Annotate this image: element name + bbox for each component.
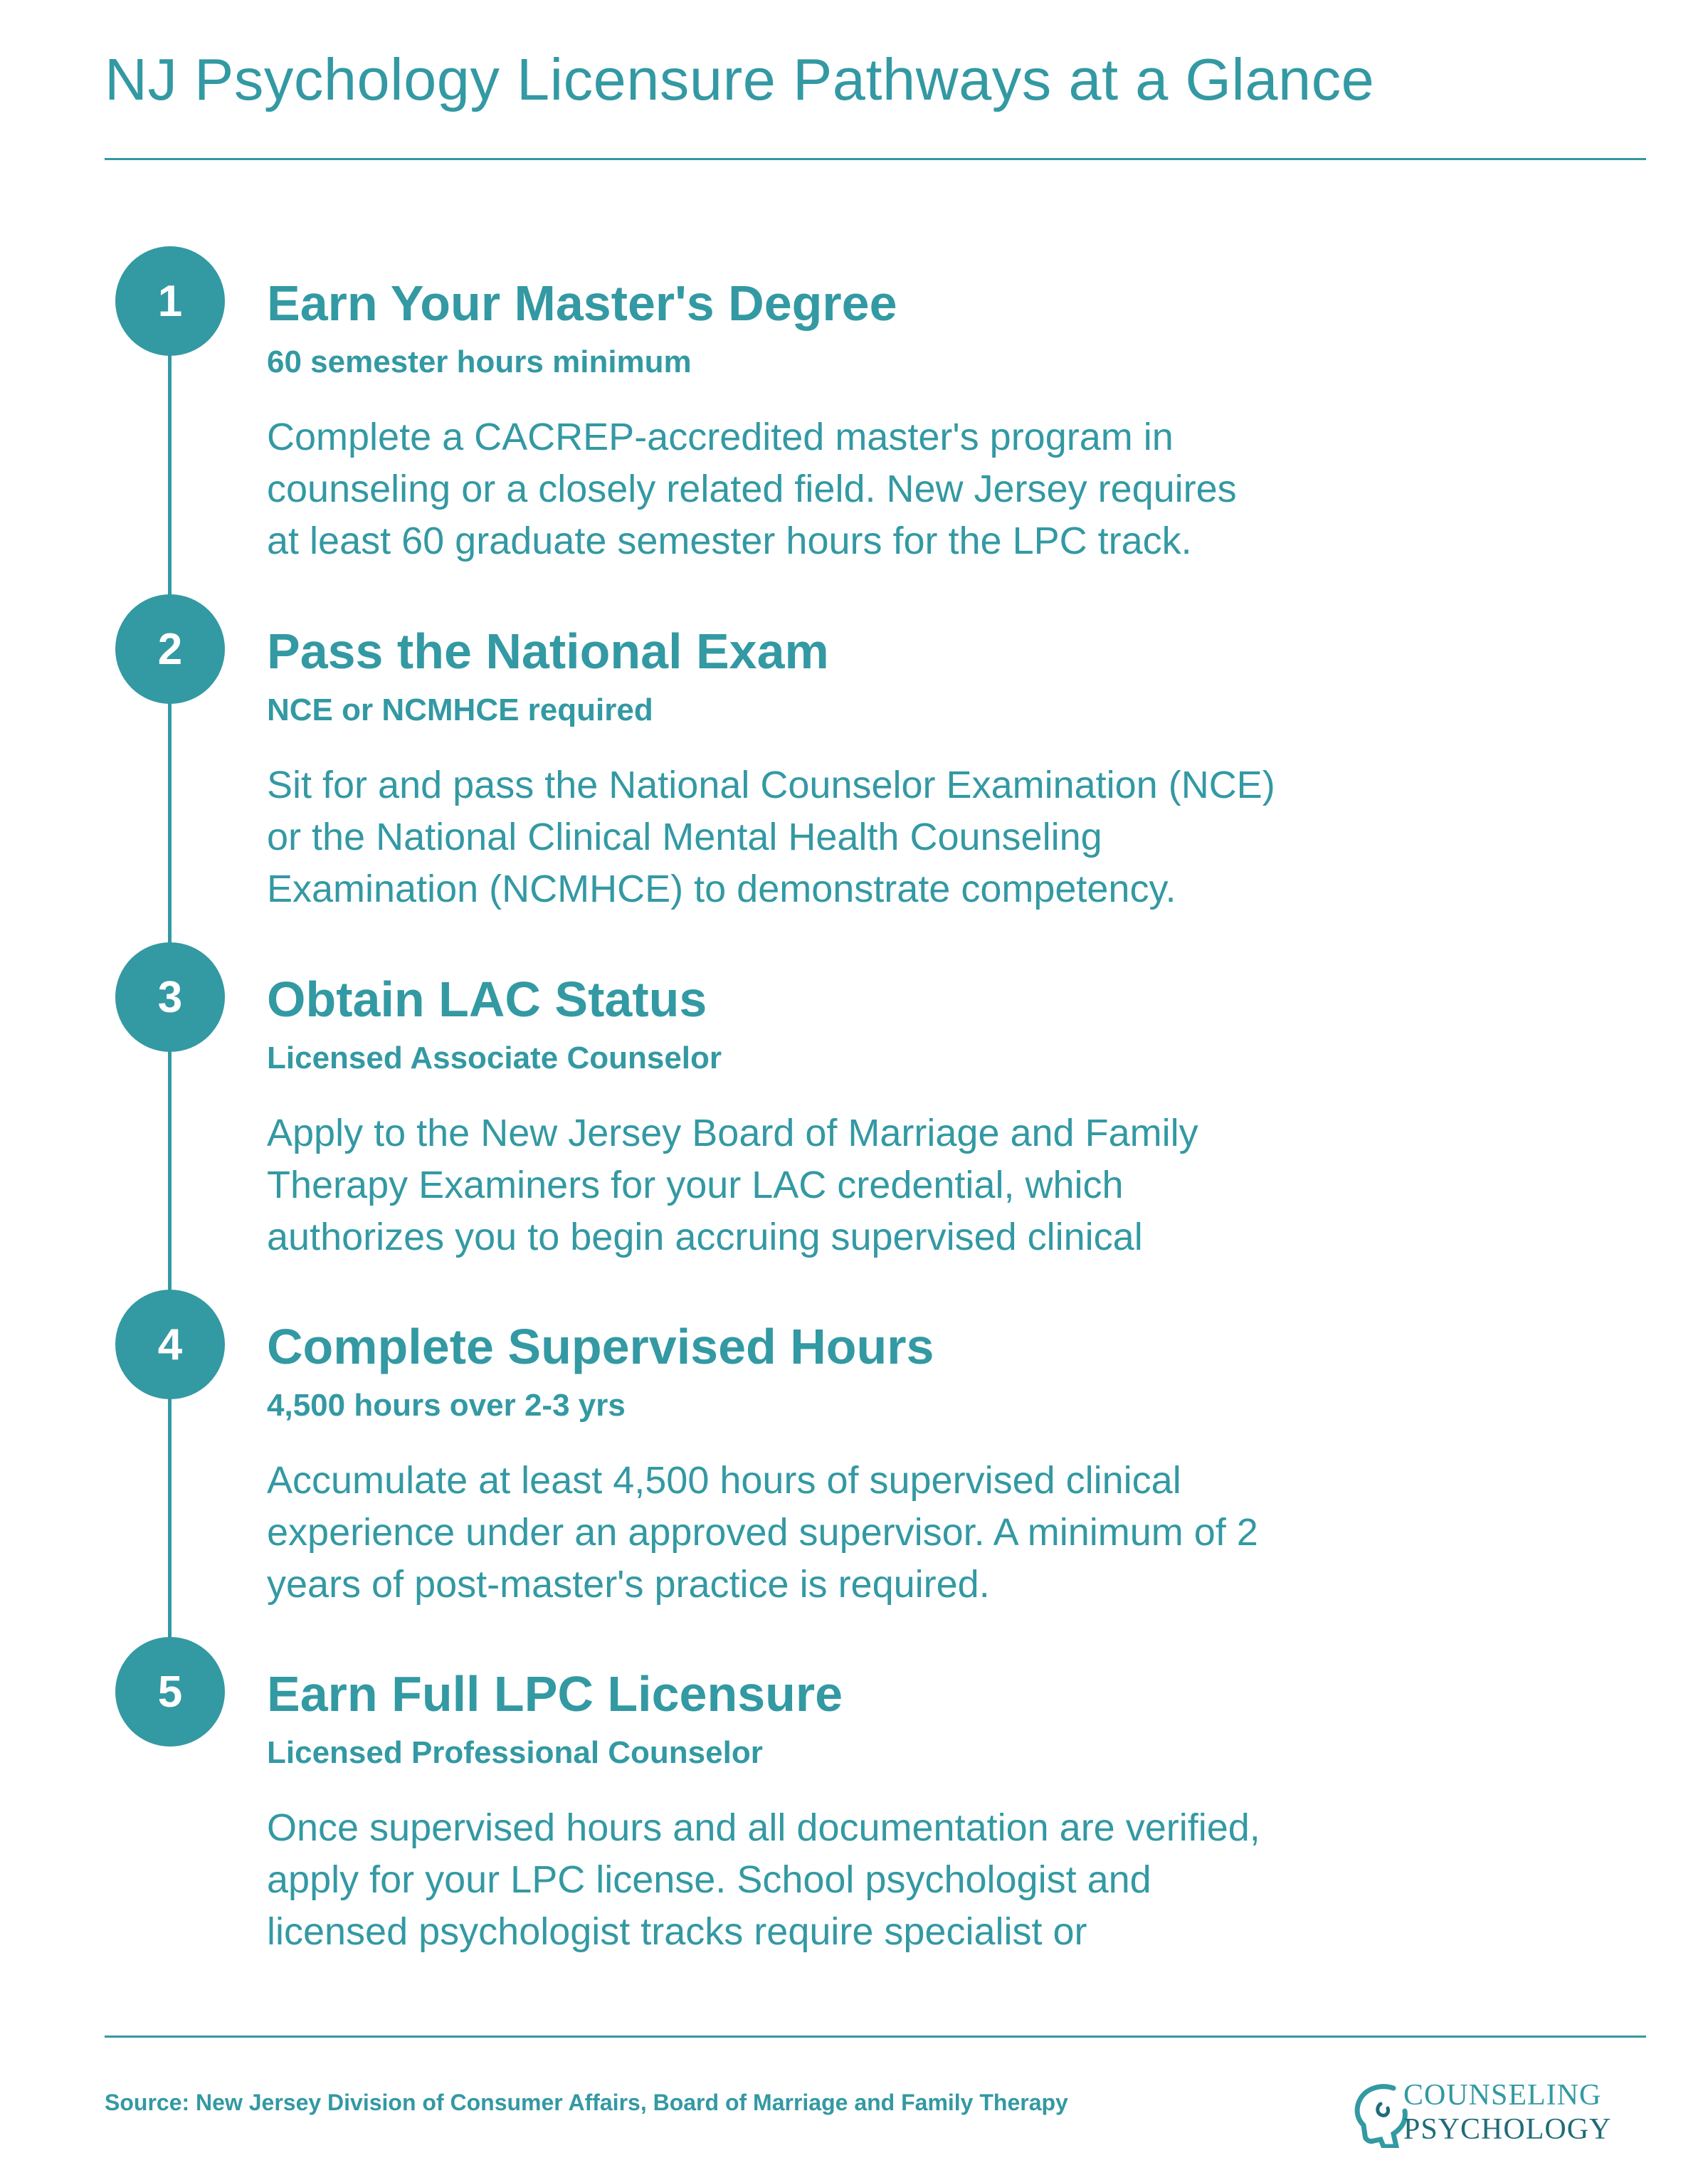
step-subtitle: Licensed Associate Counselor — [267, 1041, 722, 1075]
header-divider — [105, 158, 1646, 160]
counseling-psychology-logo — [1352, 2077, 1651, 2155]
logo-text-top: COUNSELING — [1403, 2079, 1602, 2112]
step-description — [267, 1802, 1377, 1958]
step-description-line: Sit for and pass the National Counselor Examination (NCE) — [267, 764, 1275, 806]
step-description-line: Once supervised hours and all documentation are verified, — [267, 1806, 1260, 1849]
step-description — [267, 1107, 1377, 1263]
footer-divider — [105, 2036, 1646, 2038]
step-number-badge: 3 — [115, 942, 225, 1052]
step-description-line: experience under an approved supervisor. A minimum of 2 — [267, 1511, 1258, 1554]
step-title: Earn Your Master's Degree — [267, 275, 897, 331]
step-description — [267, 411, 1377, 567]
step-subtitle: NCE or NCMHCE required — [267, 693, 653, 727]
step-title: Obtain LAC Status — [267, 971, 707, 1027]
step-number-badge: 2 — [115, 594, 225, 704]
step-description-line: counseling or a closely related field. New Jersey requires — [267, 468, 1237, 510]
step-description — [267, 759, 1377, 915]
step-subtitle: Licensed Professional Counselor — [267, 1735, 763, 1770]
step-description-line: Accumulate at least 4,500 hours of supervised clinical — [267, 1459, 1181, 1502]
step-description-line: years of post-master's practice is required. — [267, 1563, 990, 1606]
page-title: NJ Psychology Licensure Pathways at a Glance — [105, 46, 1375, 112]
step-description-line: or the National Clinical Mental Health Counseling — [267, 816, 1102, 858]
step-title: Complete Supervised Hours — [267, 1319, 934, 1374]
head-silhouette-icon — [1352, 2082, 1409, 2148]
source-citation: Source: New Jersey Division of Consumer Affairs, Board of Marriage and Family Therapy — [105, 2090, 1068, 2115]
step-number-badge: 4 — [115, 1290, 225, 1399]
step-description-line: apply for your LPC license. School psychologist and — [267, 1858, 1151, 1901]
step-number-badge: 1 — [115, 246, 225, 356]
step-description — [267, 1455, 1377, 1611]
logo-text-bottom: PSYCHOLOGY — [1403, 2113, 1612, 2146]
step-description-line: authorizes you to begin accruing supervised clinical — [267, 1216, 1143, 1258]
step-number-badge: 5 — [115, 1637, 225, 1747]
step-description-line: at least 60 graduate semester hours for the LPC track. — [267, 520, 1192, 562]
step-title: Earn Full LPC Licensure — [267, 1666, 843, 1722]
step-description-line: Complete a CACREP-accredited master's program in — [267, 416, 1174, 458]
step-description-line: Apply to the New Jersey Board of Marriage and Family — [267, 1112, 1198, 1154]
step-title: Pass the National Exam — [267, 623, 829, 679]
step-subtitle: 4,500 hours over 2-3 yrs — [267, 1388, 626, 1423]
step-subtitle: 60 semester hours minimum — [267, 344, 692, 379]
step-description-line: Examination (NCMHCE) to demonstrate competency. — [267, 868, 1176, 910]
step-description-line: licensed psychologist tracks require specialist or — [267, 1910, 1087, 1953]
step-description-line: Therapy Examiners for your LAC credential, which — [267, 1164, 1124, 1206]
